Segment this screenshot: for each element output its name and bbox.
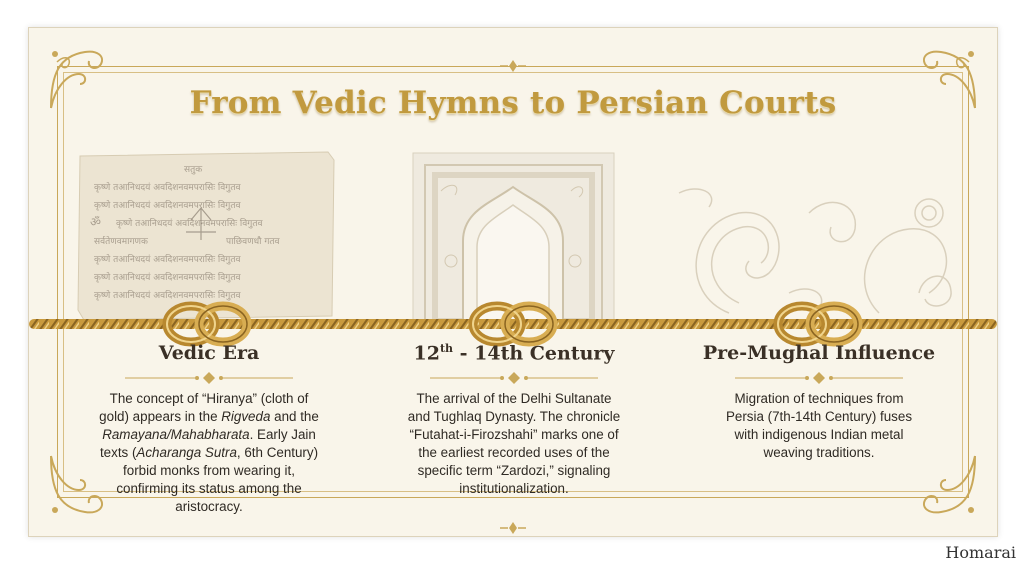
manuscript-line: कृष्णे तआनिधदयं अवदिशनवमपरासिः विगुतव [94, 183, 241, 193]
column-heading-century: 12th - 14th Century [413, 342, 615, 365]
column-body-vedic: The concept of “Hiranya” (cloth of gold) appears in the Rigveda and the Ramayana/Mahabharata. Early Jain texts (Acharanga Sutra, 6th Century) forbid monks from wearing it, confirming its status among the aristocracy. [99, 391, 319, 514]
manuscript-line: कृष्णे तआनिधदयं अवदिशनवमपरासिः विगुतव [116, 219, 263, 229]
column-body-pre-mughal: Migration of techniques from Persia (7th-14th Century) fuses with indigenous Indian metal weaving traditions. [725, 391, 913, 460]
top-ornament-icon [498, 58, 528, 74]
manuscript-line: कृष्णे तआनिधदयं अवदिशनवमपरासिः विगुतव [94, 291, 241, 301]
column-body-century: The arrival of the Delhi Sultanate and Tughlaq Dynasty. The chronicle “Futahat-i-Firozshahi” marks one of the earliest recorded uses of the specific term “Zardozi,” signaling institutionalization. [407, 391, 621, 496]
manuscript-line: ॐ [90, 215, 101, 229]
homarai-watermark-logo: Homarai [945, 543, 1016, 562]
bottom-ornament-icon [498, 520, 528, 536]
heading-divider-icon [426, 371, 602, 385]
heading-divider-icon [121, 371, 297, 385]
manuscript-line: पाछिवणधौ गतव [226, 237, 280, 247]
manuscript-line: कृष्णे तआनिधदयं अवदिशनवमपरासिः विगुतव [94, 255, 241, 265]
heading-divider-icon [731, 371, 907, 385]
infographic-card [28, 27, 998, 537]
manuscript-line: कृष्णे तआनिधदयं अवदिशनवमपरासिः विगुतव [94, 273, 241, 283]
column-heading-vedic: Vedic Era [158, 342, 260, 364]
page-title: From Vedic Hymns to Persian Courts [189, 85, 837, 121]
manuscript-line: सतुक [184, 165, 203, 175]
manuscript-line: सर्वतेणवमागणक [94, 237, 148, 247]
manuscript-line: कृष्णे तआनिधदयं अवदिशनवमपरासिः विगुतव [94, 201, 241, 211]
column-heading-pre-mughal: Pre-Mughal Influence [702, 342, 936, 364]
